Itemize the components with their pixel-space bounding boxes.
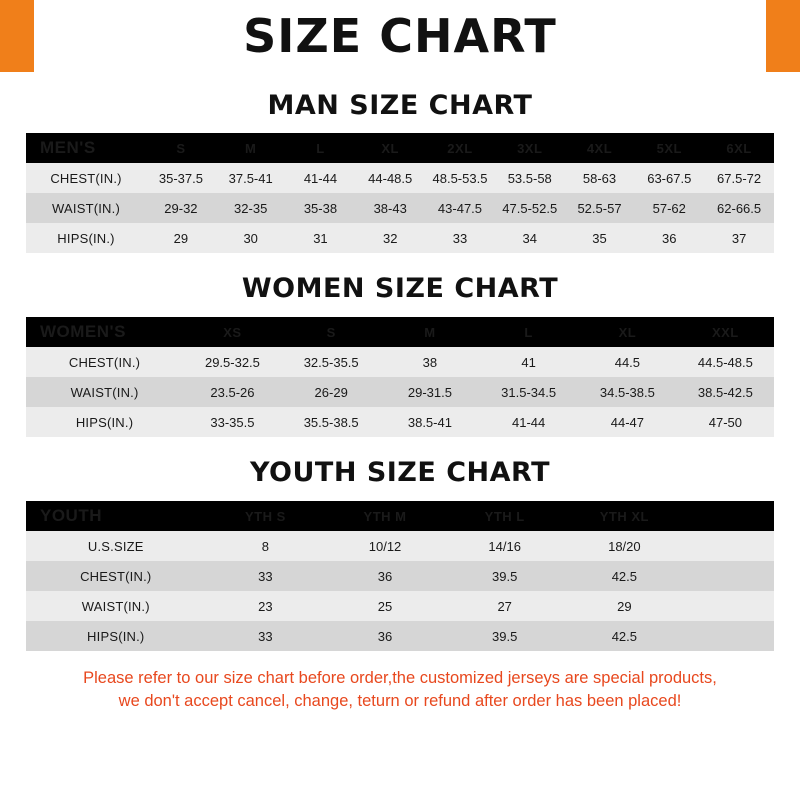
table-row xyxy=(26,223,774,253)
cell: 34.5-38.5 xyxy=(578,377,677,407)
section-title-youth: YOUTH SIZE CHART xyxy=(249,457,551,488)
cell: 35-37.5 xyxy=(146,163,216,193)
cell: 36 xyxy=(325,561,445,591)
table-row xyxy=(26,377,774,407)
col-header: L xyxy=(286,133,356,163)
cell: 44-47 xyxy=(578,407,677,437)
cell: 44.5 xyxy=(578,347,677,377)
footer-note-line-2: we don't accept cancel, change, teturn or refund after order has been placed! xyxy=(118,692,682,711)
row-label: WAIST(IN.) xyxy=(26,377,183,407)
cell: 29-31.5 xyxy=(381,377,480,407)
header-inner xyxy=(34,0,766,72)
cell: 38.5-42.5 xyxy=(677,377,774,407)
cell: 14/16 xyxy=(445,531,565,561)
cell: 47.5-52.5 xyxy=(495,193,565,223)
cell: 30 xyxy=(216,223,286,253)
table-row xyxy=(26,163,774,193)
row-label: U.S.SIZE xyxy=(26,531,206,561)
cell: 41-44 xyxy=(286,163,356,193)
cell: 29 xyxy=(146,223,216,253)
cell: 48.5-53.5 xyxy=(425,163,495,193)
cell: 29 xyxy=(565,591,685,621)
table-row xyxy=(26,347,774,377)
cell: 32-35 xyxy=(216,193,286,223)
row-label: CHEST(IN.) xyxy=(26,561,206,591)
col-header: 5XL xyxy=(634,133,704,163)
cell: 35-38 xyxy=(286,193,356,223)
page-header xyxy=(0,0,800,72)
women-size-table xyxy=(26,317,774,437)
cell: 32 xyxy=(355,223,425,253)
cell-spacer xyxy=(684,531,774,561)
table-row xyxy=(26,193,774,223)
cell: 33-35.5 xyxy=(183,407,282,437)
cell: 43-47.5 xyxy=(425,193,495,223)
footer-note-line-1: Please refer to our size chart before order,the customized jerseys are special products, xyxy=(83,669,717,687)
col-header: S xyxy=(146,133,216,163)
table-row xyxy=(26,591,774,621)
men-size-table xyxy=(26,133,774,253)
cell: 27 xyxy=(445,591,565,621)
cell: 42.5 xyxy=(565,561,685,591)
col-header: M xyxy=(216,133,286,163)
col-header: 6XL xyxy=(704,133,774,163)
col-header: XL xyxy=(355,133,425,163)
cell: 37.5-41 xyxy=(216,163,286,193)
col-header: YTH M xyxy=(325,501,445,531)
col-header: S xyxy=(282,317,381,347)
cell: 34 xyxy=(495,223,565,253)
section-title-men: MAN SIZE CHART xyxy=(267,90,533,121)
cell: 52.5-57 xyxy=(565,193,635,223)
footer-note xyxy=(26,667,774,714)
col-header: XXL xyxy=(677,317,774,347)
table-row xyxy=(26,407,774,437)
cell: 39.5 xyxy=(445,561,565,591)
cell: 26-29 xyxy=(282,377,381,407)
cell: 44-48.5 xyxy=(355,163,425,193)
cell: 36 xyxy=(325,621,445,651)
cell: 57-62 xyxy=(634,193,704,223)
cell: 39.5 xyxy=(445,621,565,651)
cell: 23.5-26 xyxy=(183,377,282,407)
row-label: HIPS(IN.) xyxy=(26,223,146,253)
row-label: WAIST(IN.) xyxy=(26,591,206,621)
col-header: YOUTH xyxy=(26,501,206,531)
table-row xyxy=(26,531,774,561)
cell: 63-67.5 xyxy=(634,163,704,193)
row-label: HIPS(IN.) xyxy=(26,407,183,437)
col-header-spacer xyxy=(684,501,774,531)
cell: 38-43 xyxy=(355,193,425,223)
col-header: YTH S xyxy=(206,501,326,531)
cell: 10/12 xyxy=(325,531,445,561)
cell: 38.5-41 xyxy=(381,407,480,437)
cell: 35 xyxy=(565,223,635,253)
cell-spacer xyxy=(684,591,774,621)
col-header: WOMEN'S xyxy=(26,317,183,347)
col-header: 3XL xyxy=(495,133,565,163)
section-title-women: WOMEN SIZE CHART xyxy=(241,273,559,304)
cell: 47-50 xyxy=(677,407,774,437)
col-header: MEN'S xyxy=(26,133,146,163)
cell: 38 xyxy=(381,347,480,377)
cell-spacer xyxy=(684,561,774,591)
cell: 25 xyxy=(325,591,445,621)
cell: 33 xyxy=(206,621,326,651)
row-label: CHEST(IN.) xyxy=(26,347,183,377)
cell: 31.5-34.5 xyxy=(479,377,578,407)
cell: 35.5-38.5 xyxy=(282,407,381,437)
table-row xyxy=(26,621,774,651)
cell-spacer xyxy=(684,621,774,651)
cell: 31 xyxy=(286,223,356,253)
cell: 33 xyxy=(206,561,326,591)
row-label: HIPS(IN.) xyxy=(26,621,206,651)
cell: 33 xyxy=(425,223,495,253)
col-header: L xyxy=(479,317,578,347)
cell: 29-32 xyxy=(146,193,216,223)
cell: 62-66.5 xyxy=(704,193,774,223)
table-header-row xyxy=(26,501,774,531)
cell: 29.5-32.5 xyxy=(183,347,282,377)
cell: 32.5-35.5 xyxy=(282,347,381,377)
cell: 37 xyxy=(704,223,774,253)
cell: 36 xyxy=(634,223,704,253)
cell: 67.5-72 xyxy=(704,163,774,193)
col-header: 2XL xyxy=(425,133,495,163)
col-header: XL xyxy=(578,317,677,347)
cell: 8 xyxy=(206,531,326,561)
content xyxy=(0,72,800,714)
cell: 53.5-58 xyxy=(495,163,565,193)
cell: 41 xyxy=(479,347,578,377)
table-row xyxy=(26,561,774,591)
col-header: M xyxy=(381,317,480,347)
page-title: SIZE CHART xyxy=(243,9,557,63)
cell: 18/20 xyxy=(565,531,685,561)
col-header: XS xyxy=(183,317,282,347)
col-header: YTH XL xyxy=(565,501,685,531)
bottom-spacer xyxy=(0,786,800,800)
table-header-row xyxy=(26,317,774,347)
cell: 44.5-48.5 xyxy=(677,347,774,377)
cell: 58-63 xyxy=(565,163,635,193)
col-header: 4XL xyxy=(565,133,635,163)
table-header-row xyxy=(26,133,774,163)
row-label: CHEST(IN.) xyxy=(26,163,146,193)
col-header: YTH L xyxy=(445,501,565,531)
cell: 41-44 xyxy=(479,407,578,437)
youth-size-table xyxy=(26,501,774,651)
cell: 23 xyxy=(206,591,326,621)
row-label: WAIST(IN.) xyxy=(26,193,146,223)
cell: 42.5 xyxy=(565,621,685,651)
